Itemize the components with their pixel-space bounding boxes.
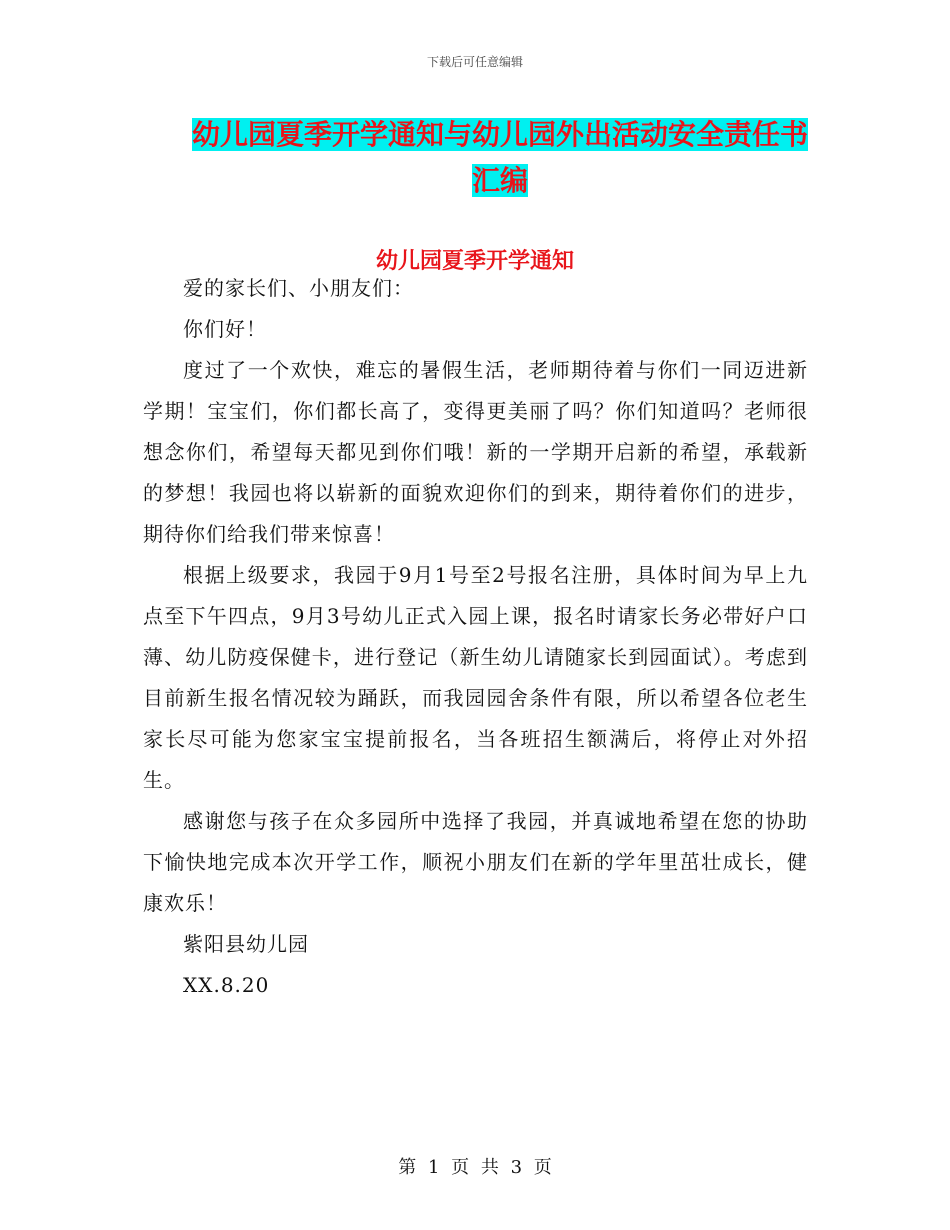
signature-date: XX.8.20 — [183, 973, 270, 997]
paragraph-registration: 根据上级要求，我园于9月1号至2号报名注册，具体时间为早上九点至下午四点，9月3号幼儿正式入园上课，报名时请家长务必带好户口薄、幼儿防疫保健卡，进行登记（新生幼儿请随家长到园面试）。考虑到目前新生报名情况较为踊跃，而我园园舍条件有限，所以希望各位老生家长尽可能为您家宝宝提前报名，当各班招生额满后，将停止对外招生。 — [143, 563, 808, 792]
paragraph-thanks: 感谢您与孩子在众多园所中选择了我园，并真诚地希望在您的协助下愉快地完成本次开学工作，顺祝小朋友们在新的学年里茁壮成长，健康欢乐！ — [143, 809, 808, 915]
document-title-text: 幼儿园夏季开学通知与幼儿园外出活动安全责任书汇编 — [191, 118, 808, 197]
document-title — [190, 112, 810, 204]
signature-org: 紫阳县幼儿园 — [183, 932, 309, 956]
salutation: 你们好！ — [183, 317, 267, 341]
page-footer: 第 1 页 共 3 页 — [398, 1157, 552, 1178]
header-note: 下载后可任意编辑 — [426, 55, 523, 69]
paragraph-welcome: 度过了一个欢快，难忘的暑假生活，老师期待着与你们一同迈进新学期！宝宝们，你们都长高了，变得更美丽了吗？你们知道吗？老师很想念你们，希望每天都见到你们哦！新的一学期开启新的希望，承载新的梦想！我园也将以崭新的面貌欢迎你们的到来，期待着你们的进步，期待你们给我们带来惊喜！ — [143, 358, 808, 546]
notice-body — [143, 268, 808, 1006]
section-title: 幼儿园夏季开学通知 — [375, 249, 574, 274]
greeting: 爱的家长们、小朋友们： — [183, 276, 414, 300]
